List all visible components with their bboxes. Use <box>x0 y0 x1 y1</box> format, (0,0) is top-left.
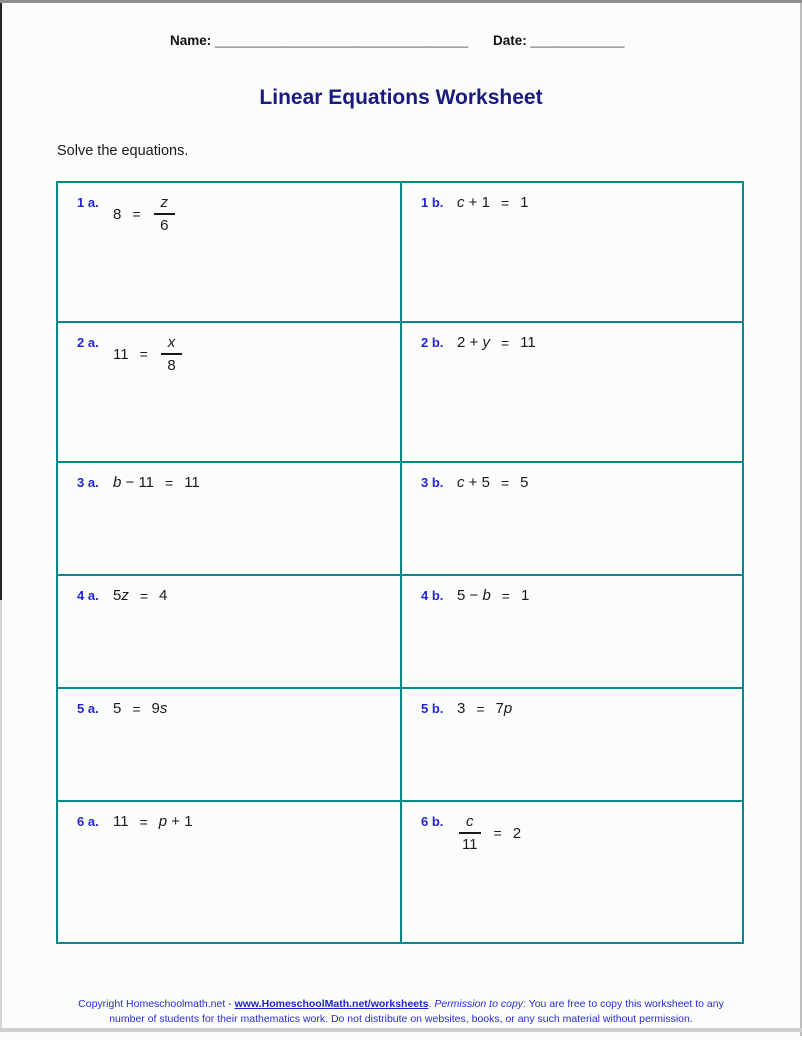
problem-cell <box>58 323 400 461</box>
fraction-denominator <box>160 215 168 234</box>
equation <box>457 194 528 211</box>
equation-text: 3 <box>457 700 466 717</box>
after-link-text: . <box>428 998 435 1010</box>
equation-text: 11 <box>113 813 129 830</box>
equation-text: 2 <box>512 824 522 842</box>
equals-sign: = <box>493 825 502 841</box>
permission-to-copy-text: Permission to copy: <box>434 998 526 1010</box>
equals-sign: = <box>500 474 510 491</box>
name-label: Name: <box>170 33 212 48</box>
equation-text: 5 <box>113 700 122 717</box>
equals-sign: = <box>165 474 174 491</box>
problem-label: 4 a. <box>77 588 99 603</box>
equation-text: 11 <box>113 345 129 363</box>
equation-text: + 1 <box>167 813 193 830</box>
equation <box>113 587 167 604</box>
equation <box>457 474 528 491</box>
equation-text: 5 <box>520 474 529 491</box>
problem-cell <box>400 802 742 942</box>
worksheet-table <box>56 181 744 944</box>
equation-text: 8 <box>167 357 176 374</box>
problem-cell <box>58 689 400 800</box>
equation-text: 1 <box>520 194 529 211</box>
equals-sign: = <box>139 346 148 362</box>
copyright-footer <box>0 997 802 1027</box>
problem-label: 1 b. <box>421 195 444 210</box>
name-field-row <box>170 33 468 48</box>
date-blank-line: _____________ <box>530 33 625 48</box>
equation <box>113 700 167 717</box>
fraction <box>459 813 481 853</box>
variable: y <box>482 334 490 351</box>
equation-text: 4 <box>159 587 168 604</box>
problem-label: 2 b. <box>421 335 444 350</box>
equation-text: 6 <box>160 217 169 234</box>
table-row <box>58 576 742 689</box>
equation <box>113 334 184 374</box>
fraction <box>154 194 176 234</box>
equation <box>113 813 193 830</box>
scan-edge-left-light <box>0 600 2 1028</box>
equals-sign: = <box>500 334 510 351</box>
fraction-denominator <box>462 834 478 853</box>
equals-sign: = <box>132 700 141 717</box>
page-title: Linear Equations Worksheet <box>259 86 543 109</box>
fraction-numerator <box>161 334 183 355</box>
variable: x <box>167 334 176 351</box>
date-field-row <box>493 33 625 48</box>
date-label: Date: <box>493 33 527 48</box>
problem-label: 6 a. <box>77 814 99 829</box>
copyright-text: Copyright Homeschoolmath.net - <box>78 998 235 1010</box>
equation-text: 9 <box>151 700 160 717</box>
variable: c <box>457 194 465 211</box>
equals-sign: = <box>132 206 141 222</box>
equals-sign: = <box>501 587 510 604</box>
equation-text: + 1 <box>464 194 490 211</box>
problem-cell <box>58 463 400 574</box>
table-row <box>58 689 742 802</box>
problem-label: 6 b. <box>421 814 444 829</box>
variable: c <box>466 813 474 830</box>
equation-text: 5 − <box>457 587 483 604</box>
equation <box>457 334 536 351</box>
equation-text: 1 <box>520 587 530 604</box>
equals-sign: = <box>476 700 485 717</box>
problem-cell <box>400 463 742 574</box>
fraction <box>161 334 183 374</box>
problem-label: 3 a. <box>77 475 99 490</box>
table-row <box>58 183 742 323</box>
equals-sign: = <box>139 813 148 830</box>
problem-label: 2 a. <box>77 335 99 350</box>
fraction-numerator <box>154 194 176 215</box>
problem-label: 5 b. <box>421 701 444 716</box>
instructions-text: Solve the equations. <box>57 143 189 159</box>
scan-edge-bottom <box>0 1028 802 1032</box>
footer-line2: number of students for their mathematics work. Do not distribute on websites, books, or any such material without permission. <box>109 1013 693 1025</box>
equals-sign: = <box>500 194 510 211</box>
equation-text: + 5 <box>464 474 490 491</box>
fraction-numerator <box>459 813 481 834</box>
fraction-denominator <box>167 355 175 374</box>
table-row <box>58 323 742 463</box>
problem-cell <box>400 323 742 461</box>
variable: z <box>121 587 129 604</box>
equation-text: 11 <box>520 334 536 351</box>
equation-text: 2 + <box>457 334 483 351</box>
equation <box>113 474 200 491</box>
problem-cell <box>58 576 400 687</box>
variable: b <box>482 587 491 604</box>
equation <box>457 587 529 604</box>
equation-text: 11 <box>184 474 200 491</box>
problem-label: 5 a. <box>77 701 99 716</box>
equation-text: 5 <box>113 587 122 604</box>
footer-line1-rest: You are free to copy this worksheet to any <box>525 998 724 1010</box>
variable: c <box>457 474 465 491</box>
worksheets-link[interactable]: www.HomeschoolMath.net/worksheets <box>234 998 429 1010</box>
problem-cell <box>58 183 400 321</box>
equation-text: 11 <box>461 836 478 853</box>
equation-text: − 11 <box>121 474 155 491</box>
equation <box>457 813 521 853</box>
problem-label: 1 a. <box>77 195 99 210</box>
variable: p <box>158 813 168 830</box>
equation-text: 8 <box>113 205 122 223</box>
problem-cell <box>400 576 742 687</box>
table-row <box>58 463 742 576</box>
problem-cell <box>400 183 742 321</box>
problem-cell <box>58 802 400 942</box>
problem-cell <box>400 689 742 800</box>
variable: z <box>160 194 169 211</box>
variable: b <box>113 474 122 491</box>
variable: p <box>503 700 513 717</box>
equals-sign: = <box>139 587 149 604</box>
equation <box>457 700 512 717</box>
equation-text: 7 <box>495 700 504 717</box>
name-blank-line: ___________________________________ <box>215 33 469 48</box>
scan-edge-top <box>0 0 802 3</box>
table-row <box>58 802 742 942</box>
variable: s <box>159 700 168 717</box>
equation <box>113 194 177 234</box>
problem-label: 4 b. <box>421 588 444 603</box>
problem-label: 3 b. <box>421 475 444 490</box>
